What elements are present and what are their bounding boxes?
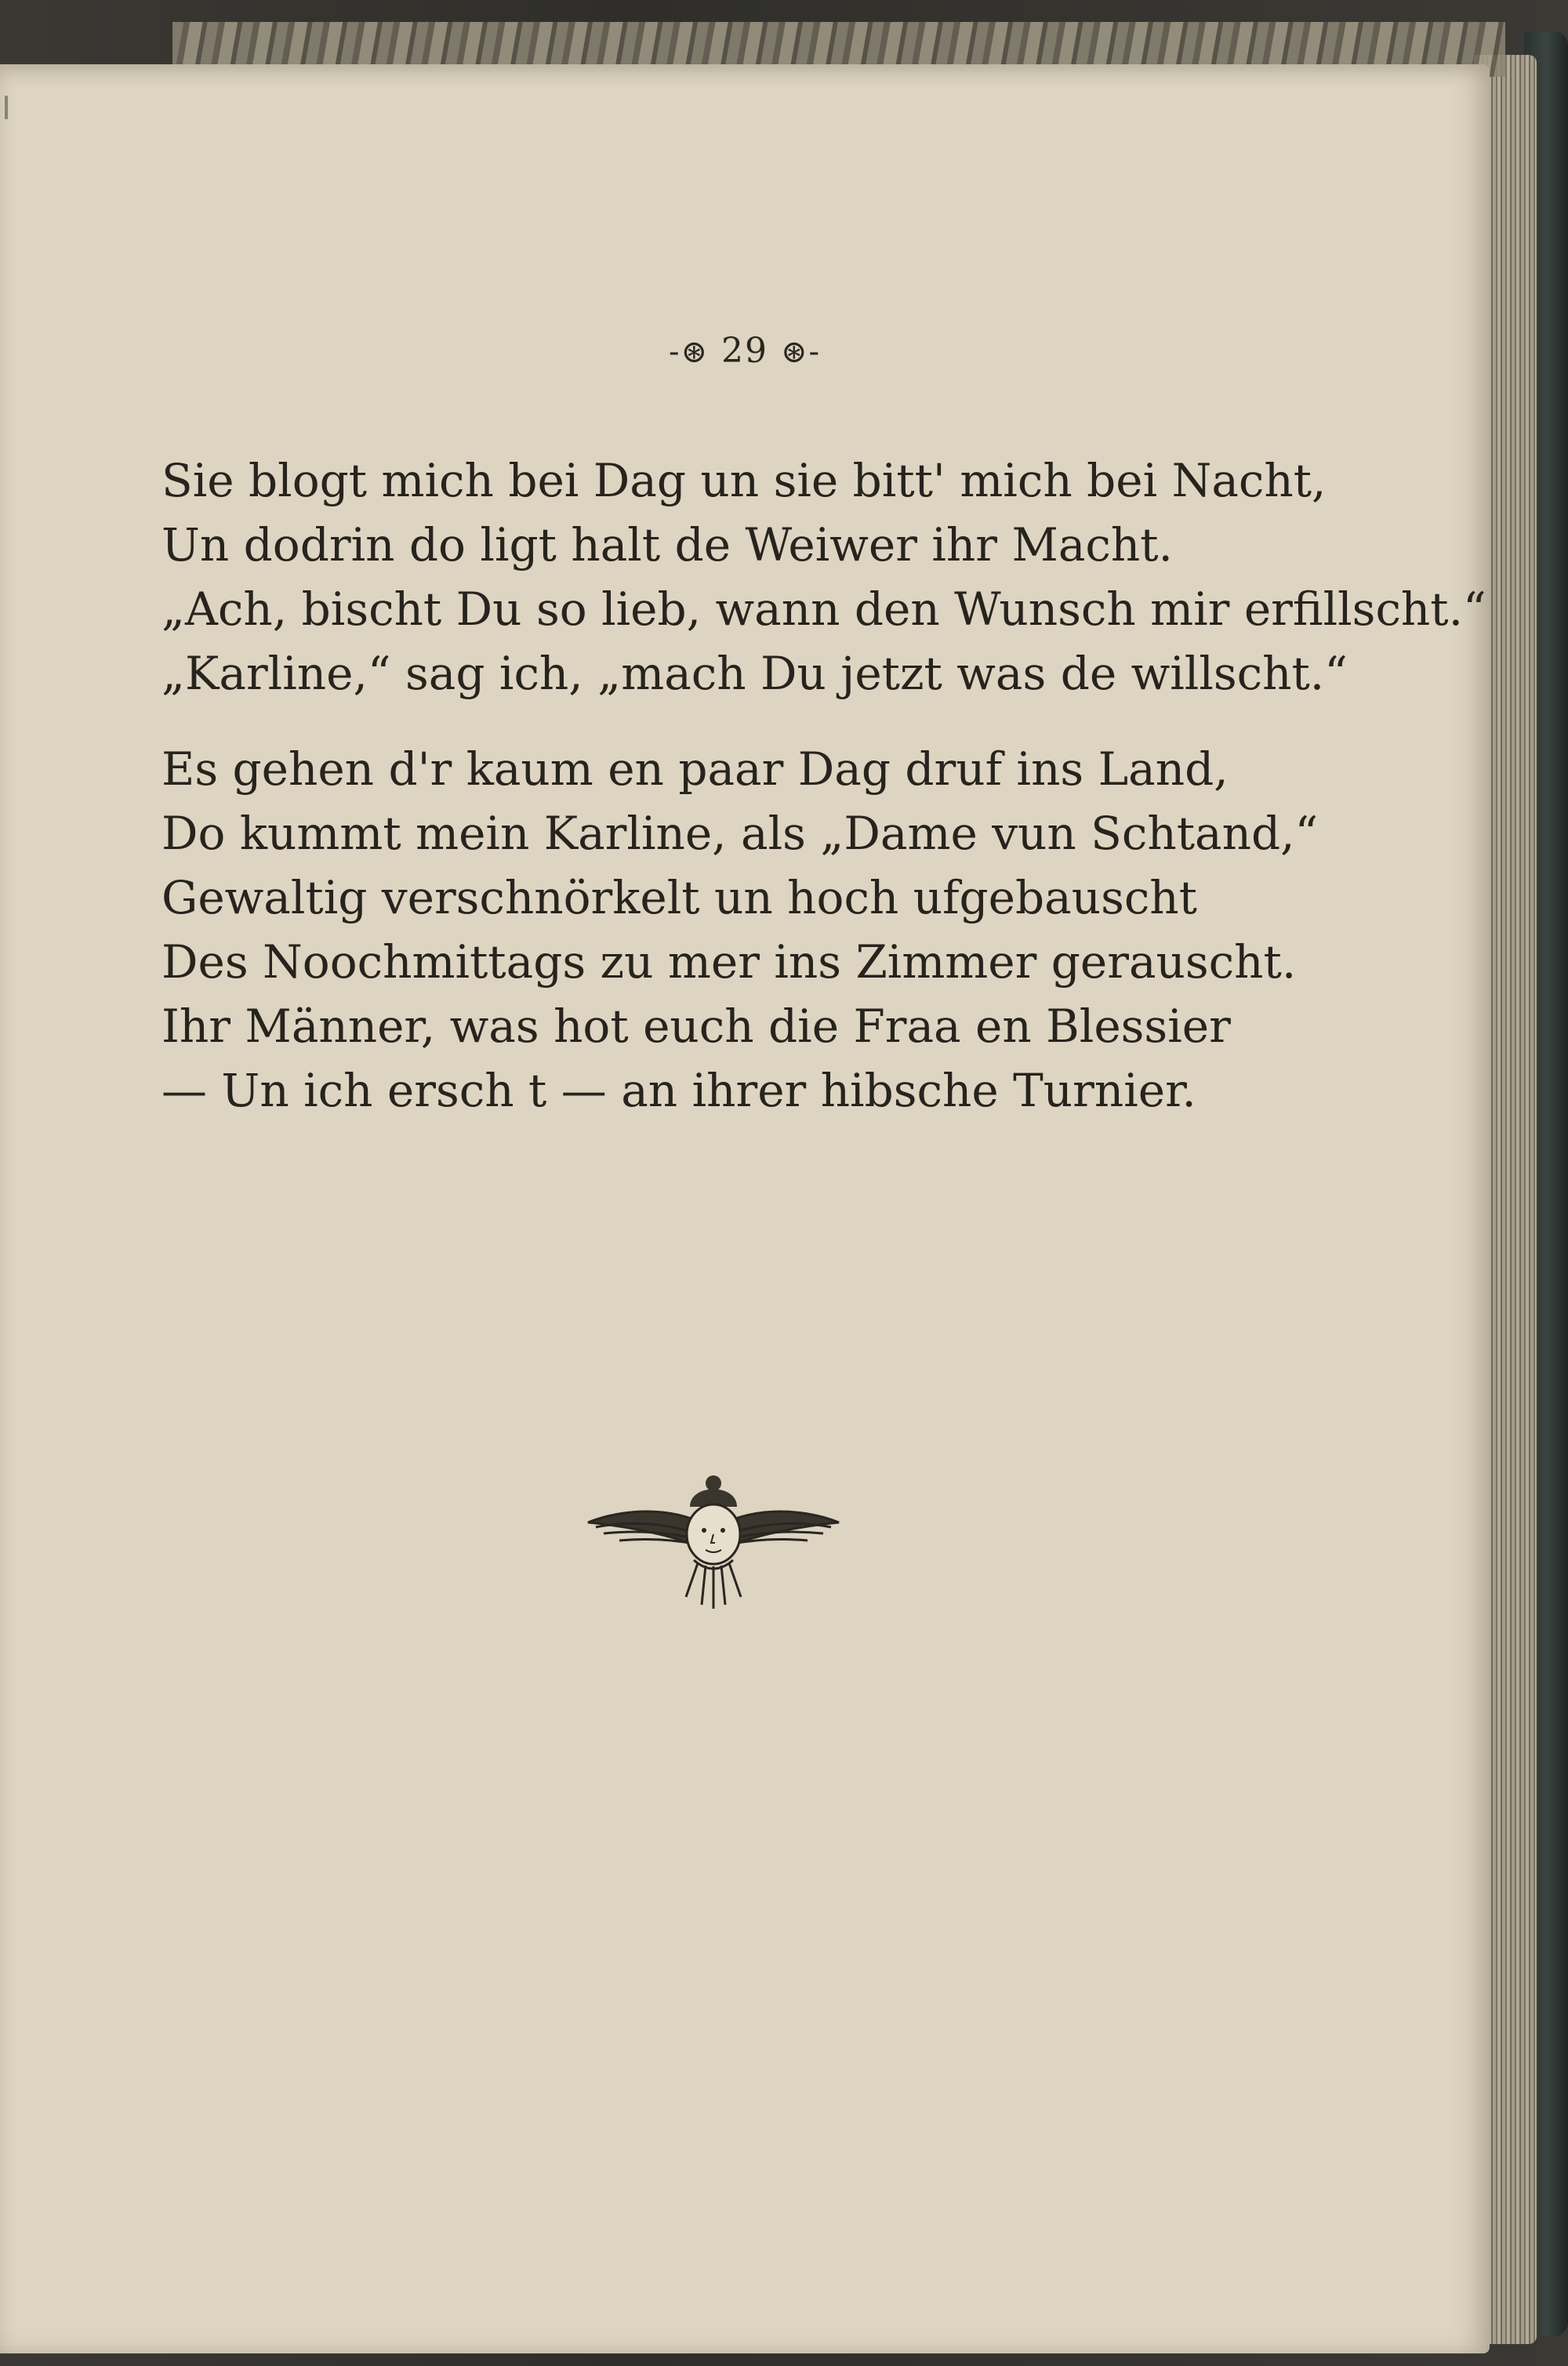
poem-line: Ihr Männer, was hot euch die Fraa en Blessier — [162, 1000, 1231, 1053]
header-ornament-left-icon: -⊛ — [668, 334, 709, 370]
page-number: 29 — [721, 331, 768, 371]
poem-line: Sie blogt mich bei Dag un sie bitt' mich bei Nacht, — [162, 454, 1327, 507]
poem-line: Gewaltig verschnörkelt un hoch ufgebauscht — [162, 871, 1197, 924]
page-header — [0, 331, 1490, 371]
poem-line: Do kummt mein Karline, als „Dame vun Schtand,“ — [162, 807, 1319, 860]
poem-line: „Ach, bischt Du so lieb, wann den Wunsch mir erfillscht.“ — [162, 582, 1486, 636]
stanza-2 — [162, 737, 1338, 1123]
poem-line: Des Noochmittags zu mer ins Zimmer gerauscht. — [162, 935, 1297, 989]
poem-line: — Un ich ersch t — an ihrer hibsche Turnier. — [162, 1064, 1196, 1117]
margin-mark — [5, 96, 8, 119]
header-ornament-right-icon: ⊛- — [781, 334, 822, 370]
stanza-gap — [162, 706, 1338, 737]
poem-line: Es gehen d'r kaum en paar Dag druf ins Land, — [162, 742, 1229, 796]
stanza-1 — [162, 448, 1486, 706]
book-page — [0, 64, 1490, 2353]
poem-line: „Karline,“ sag ich, „mach Du jetzt was de willscht.“ — [162, 647, 1348, 700]
poem-text — [162, 448, 1486, 1123]
poem-line: Un dodrin do ligt halt de Weiwer ihr Macht. — [162, 518, 1173, 572]
winged-cherub-head-icon — [580, 1460, 847, 1617]
